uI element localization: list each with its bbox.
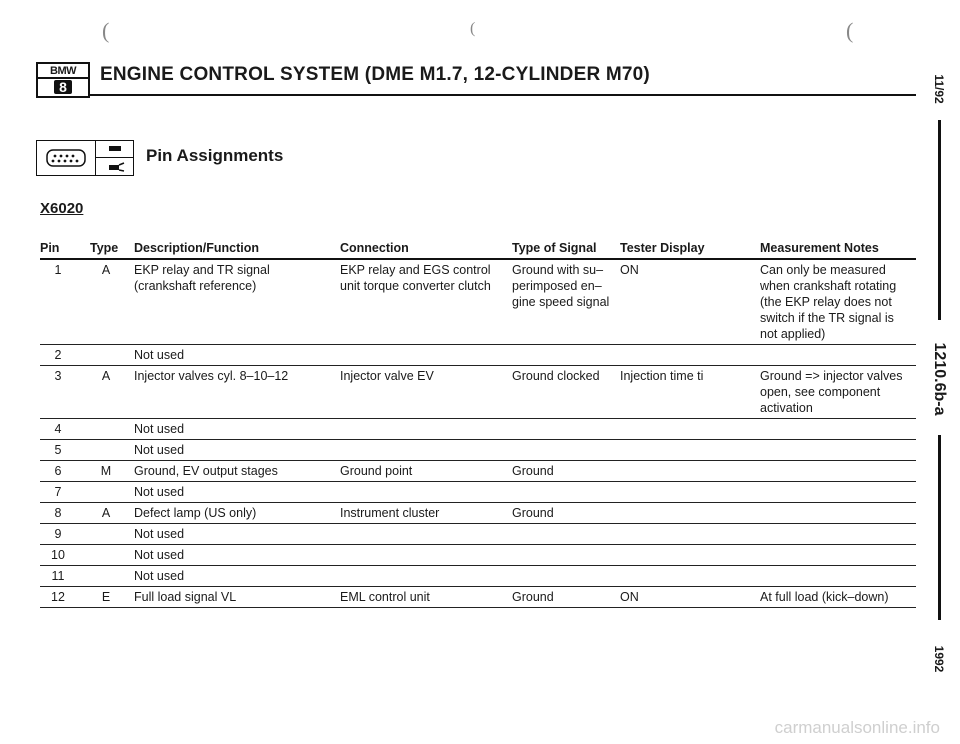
header-notes: Measurement Notes xyxy=(760,241,879,255)
pin-description xyxy=(134,347,184,363)
pin-number: 12 xyxy=(51,590,65,604)
table-row xyxy=(40,419,916,440)
pin-signal xyxy=(512,463,554,479)
pin-type: A xyxy=(101,263,111,277)
pin-connection-line: EKP relay and EGS control xyxy=(340,263,491,277)
logo-top-text: BMW xyxy=(38,64,88,79)
pin-description-line: Not used xyxy=(134,485,185,499)
pin-tester-display xyxy=(620,262,639,278)
pin-signal xyxy=(512,262,609,310)
pin-notes-line: (the EKP relay does not xyxy=(760,295,892,309)
pin-connection xyxy=(340,589,430,605)
scan-mark: ( xyxy=(846,18,854,43)
pin-notes-line: At full load (kick–down) xyxy=(760,590,889,604)
pin-signal-line: Ground xyxy=(512,464,554,478)
pin-connection-line: Injector valve EV xyxy=(340,369,434,383)
pin-signal-line: Ground with su– xyxy=(512,263,604,277)
header-connection: Connection xyxy=(340,241,409,255)
side-strip xyxy=(924,60,954,680)
table-row xyxy=(40,482,916,503)
connector-icon xyxy=(36,140,96,176)
pin-signal xyxy=(512,589,554,605)
pin-table xyxy=(40,236,916,608)
bmw-logo-icon xyxy=(36,62,90,98)
pin-description-line: Ground, EV output stages xyxy=(134,464,278,478)
pin-connection xyxy=(340,262,491,294)
section-title: Pin Assignments xyxy=(146,146,284,165)
scan-mark: ( xyxy=(470,20,476,37)
pin-type: A xyxy=(101,506,111,520)
table-row xyxy=(40,545,916,566)
pin-description-line: Defect lamp (US only) xyxy=(134,506,257,520)
pin-description xyxy=(134,463,278,479)
table-header xyxy=(40,236,916,260)
side-code: 1210.6b-a xyxy=(931,342,948,416)
pin-notes-line: Can only be measured xyxy=(760,263,886,277)
document-title: ENGINE CONTROL SYSTEM (DME M1.7, 12-CYLINDER M70) xyxy=(100,64,650,85)
pin-type: M xyxy=(100,464,112,478)
pin-number: 1 xyxy=(54,263,62,277)
pin-tester-display xyxy=(620,589,639,605)
table-row xyxy=(40,461,916,482)
pin-description xyxy=(134,262,270,294)
pin-notes-line: when crankshaft rotating xyxy=(760,279,897,293)
pin-tester-display-line: Injection time ti xyxy=(620,369,704,383)
pin-description xyxy=(134,526,184,542)
table-row xyxy=(40,524,916,545)
pin-notes-line: activation xyxy=(760,401,813,415)
pin-description xyxy=(134,484,184,500)
pin-connection xyxy=(340,463,412,479)
pin-notes-line: Ground => injector valves xyxy=(760,369,903,383)
pin-description xyxy=(134,505,256,521)
header-rule xyxy=(90,94,916,96)
pin-description-line: EKP relay and TR signal xyxy=(134,263,270,277)
pin-notes-line: not applied) xyxy=(760,327,826,341)
header-description: Description/Function xyxy=(134,241,259,255)
side-year: 1992 xyxy=(932,645,946,673)
table-row xyxy=(40,440,916,461)
pin-tester-display-line: ON xyxy=(620,263,639,277)
pin-signal xyxy=(512,505,554,521)
pin-connection-line: Instrument cluster xyxy=(340,506,440,520)
document-header xyxy=(36,58,916,98)
pin-connection-line: EML control unit xyxy=(340,590,430,604)
pin-number: 10 xyxy=(51,548,65,562)
pin-notes-line: switch if the TR signal is xyxy=(760,311,894,325)
pin-connection xyxy=(340,368,434,384)
logo-series-badge: 8 xyxy=(54,80,72,94)
pin-description xyxy=(134,368,288,384)
pin-description xyxy=(134,547,184,563)
pin-description-line: (crankshaft reference) xyxy=(134,279,257,293)
header-signal: Type of Signal xyxy=(512,241,597,255)
side-date: 11/92 xyxy=(932,74,946,104)
pin-notes-line: open, see component xyxy=(760,385,881,399)
pin-description xyxy=(134,442,184,458)
table-body xyxy=(40,260,916,608)
pin-number: 3 xyxy=(54,369,62,383)
pin-signal-line: Ground clocked xyxy=(512,369,600,383)
pin-notes xyxy=(760,262,896,342)
side-line-1 xyxy=(938,120,941,320)
pin-description xyxy=(134,421,184,437)
pin-connection-line: Ground point xyxy=(340,464,413,478)
table-row xyxy=(40,566,916,587)
header-tester: Tester Display xyxy=(620,241,705,255)
table-row xyxy=(40,366,916,419)
pin-number: 7 xyxy=(54,485,62,499)
pin-description-line: Injector valves cyl. 8–10–12 xyxy=(134,369,289,383)
table-row xyxy=(40,345,916,366)
side-line-2 xyxy=(938,435,941,620)
header-pin: Pin xyxy=(40,241,60,255)
pin-description-line: Not used xyxy=(134,548,185,562)
table-row xyxy=(40,260,916,345)
pin-notes xyxy=(760,368,902,416)
pin-number: 4 xyxy=(54,422,62,436)
pin-signal-line: Ground xyxy=(512,506,554,520)
pin-description-line: Not used xyxy=(134,348,185,362)
pin-notes xyxy=(760,589,889,605)
pin-signal-line: Ground xyxy=(512,590,554,604)
pin-description xyxy=(134,589,236,605)
pin-tester-display-line: ON xyxy=(620,590,639,604)
watermark: carmanualsonline.info xyxy=(774,718,940,737)
pin-number: 11 xyxy=(51,569,65,583)
pin-number: 5 xyxy=(54,443,62,457)
pin-type: A xyxy=(101,369,111,383)
pin-description-line: Not used xyxy=(134,527,185,541)
pin-signal xyxy=(512,368,600,384)
header-type: Type xyxy=(90,241,119,255)
pin-description-line: Not used xyxy=(134,422,185,436)
pin-connection-line: unit torque converter clutch xyxy=(340,279,491,293)
pin-description xyxy=(134,568,184,584)
pin-signal-line: gine speed signal xyxy=(512,295,610,309)
pin-connection xyxy=(340,505,439,521)
pin-number: 9 xyxy=(54,527,62,541)
pin-number: 8 xyxy=(54,506,62,520)
table-row xyxy=(40,503,916,524)
pin-plug-icon xyxy=(96,140,134,176)
pin-tester-display xyxy=(620,368,703,384)
scan-mark: ( xyxy=(102,18,110,43)
pin-description-line: Not used xyxy=(134,443,185,457)
pin-number: 6 xyxy=(54,464,62,478)
table-row xyxy=(40,587,916,608)
pin-number: 2 xyxy=(54,348,62,362)
pin-signal-line: perimposed en– xyxy=(512,279,602,293)
pin-type: E xyxy=(101,590,111,604)
pin-description-line: Full load signal VL xyxy=(134,590,237,604)
pin-description-line: Not used xyxy=(134,569,185,583)
connector-id: X6020 xyxy=(40,200,84,217)
pin-assignment-icons xyxy=(36,140,136,176)
